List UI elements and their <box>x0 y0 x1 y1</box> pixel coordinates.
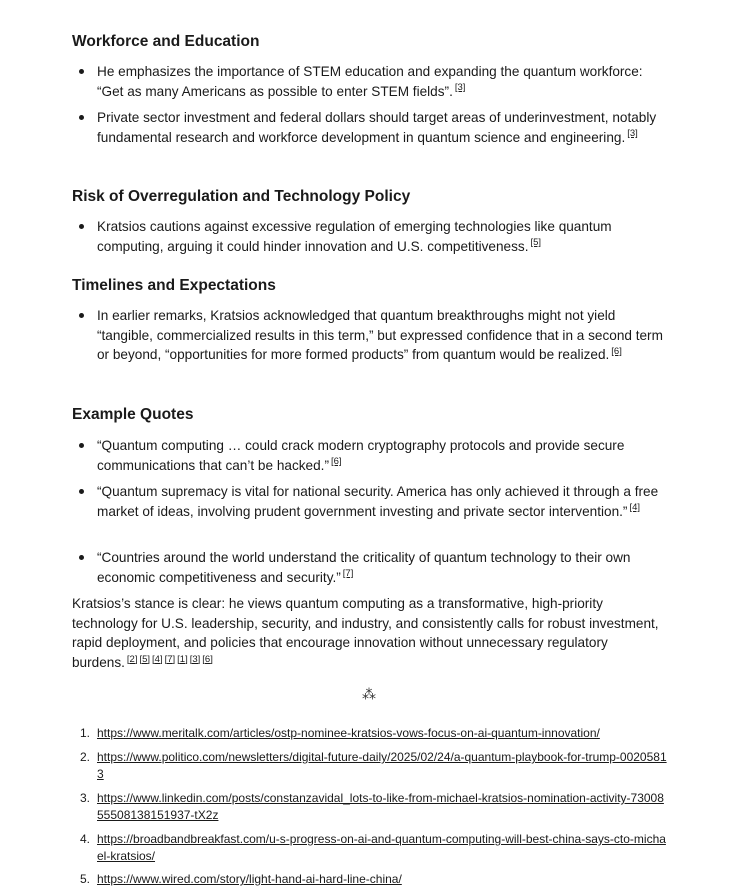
citation-link[interactable]: [6] <box>611 345 622 357</box>
citation-link[interactable]: [7] <box>164 653 176 665</box>
list-item: Private sector investment and federal dollars should target areas of underinvestment, notably fundamental research and workforce development in quantum science and engineering. [3] <box>97 108 667 147</box>
reference-item: 3. https://www.linkedin.com/posts/constanzavidal_lots-to-like-from-michael-kratsios-nomination-activity-7300855508138151937-tX2z <box>80 791 664 822</box>
reference-item: 4. https://broadbandbreakfast.com/u-s-progress-on-ai-and-quantum-computing-will-best-china-says-cto-michael-kratsios/ <box>80 832 666 863</box>
list-item: “Quantum supremacy is vital for national security. America has only achieved it through a free market of ideas, involving prudent government investing and private sector intervention.” [4] <box>97 482 667 521</box>
reference-link[interactable]: https://www.linkedin.com/posts/constanzavidal_lots-to-like-from-michael-kratsios-nomination-activity-7300855508138151937-tX2z <box>97 791 664 822</box>
list-item: He emphasizes the importance of STEM education and expanding the quantum workforce: “Get as many Americans as possible to enter STEM fields”. [3] <box>97 62 667 101</box>
list-item: Kratsios cautions against excessive regulation of emerging technologies like quantum computing, arguing it could hinder innovation and U.S. competitiveness. [5] <box>97 217 667 256</box>
citation-link[interactable]: [3] <box>189 653 201 665</box>
citation-link[interactable]: [4] <box>152 653 163 665</box>
citation-link[interactable]: [3] <box>627 128 638 140</box>
citation-link[interactable]: [2] <box>126 653 138 665</box>
citation-link[interactable]: [7] <box>342 568 354 580</box>
list-item: In earlier remarks, Kratsios acknowledged that quantum breakthroughs might not yield “tangible, commercialized results in this term,” but expressed confidence that in a second term or beyond, “opportunities for more formed products” from quantum would be realized. [6] <box>97 306 667 365</box>
citation-link[interactable]: [6] <box>202 653 213 665</box>
reference-link[interactable]: https://broadbandbreakfast.com/u-s-progress-on-ai-and-quantum-computing-will-best-china-says-cto-michael-kratsios/ <box>97 832 666 863</box>
reference-link[interactable]: https://www.politico.com/newsletters/digital-future-daily/2025/02/24/a-quantum-playbook-for-trump-00205813 <box>97 750 667 781</box>
section-heading-workforce: Workforce and Education <box>72 33 260 50</box>
reference-item: 1. https://www.meritalk.com/articles/ostp-nominee-kratsios-vows-focus-on-ai-quantum-innovation/ <box>80 726 600 740</box>
summary-paragraph: Kratsios’s stance is clear: he views quantum computing as a transformative, high-priority technology for U.S. leadership, security, and industry, and consistently calls for robust investment, rapid deployment, and policies that encourage innovation without unnecessary regulatory burdens. [2] [5] [4] [7] [1] [3] [6] <box>72 596 659 671</box>
citation-link[interactable]: [5] <box>139 653 151 665</box>
list-item: “Countries around the world understand the criticality of quantum technology to their own economic competitiveness and security.” [7] <box>97 548 667 587</box>
section-heading-timelines: Timelines and Expectations <box>72 277 276 294</box>
list-item: “Quantum computing … could crack modern cryptography protocols and provide secure communications that can’t be hacked.” [6] <box>97 436 667 475</box>
citation-link[interactable]: [3] <box>454 82 466 94</box>
reference-link[interactable]: https://www.wired.com/story/light-hand-ai-hard-line-china/ <box>97 872 402 886</box>
citation-link[interactable]: [5] <box>530 237 542 249</box>
reference-item: 2. https://www.politico.com/newsletters/digital-future-daily/2025/02/24/a-quantum-playbook-for-trump-00205813 <box>80 750 667 781</box>
section-heading-overregulation: Risk of Overregulation and Technology Policy <box>72 188 411 205</box>
section-heading-quotes: Example Quotes <box>72 406 194 423</box>
reference-item: 5. https://www.wired.com/story/light-hand-ai-hard-line-china/ <box>80 872 402 886</box>
citation-link[interactable]: [6] <box>330 456 342 468</box>
citation-link[interactable]: [1] <box>177 653 188 665</box>
citation-link[interactable]: [4] <box>629 502 641 514</box>
section-separator: ⁂ <box>362 686 376 702</box>
reference-link[interactable]: https://www.meritalk.com/articles/ostp-nominee-kratsios-vows-focus-on-ai-quantum-innovation/ <box>97 726 600 740</box>
